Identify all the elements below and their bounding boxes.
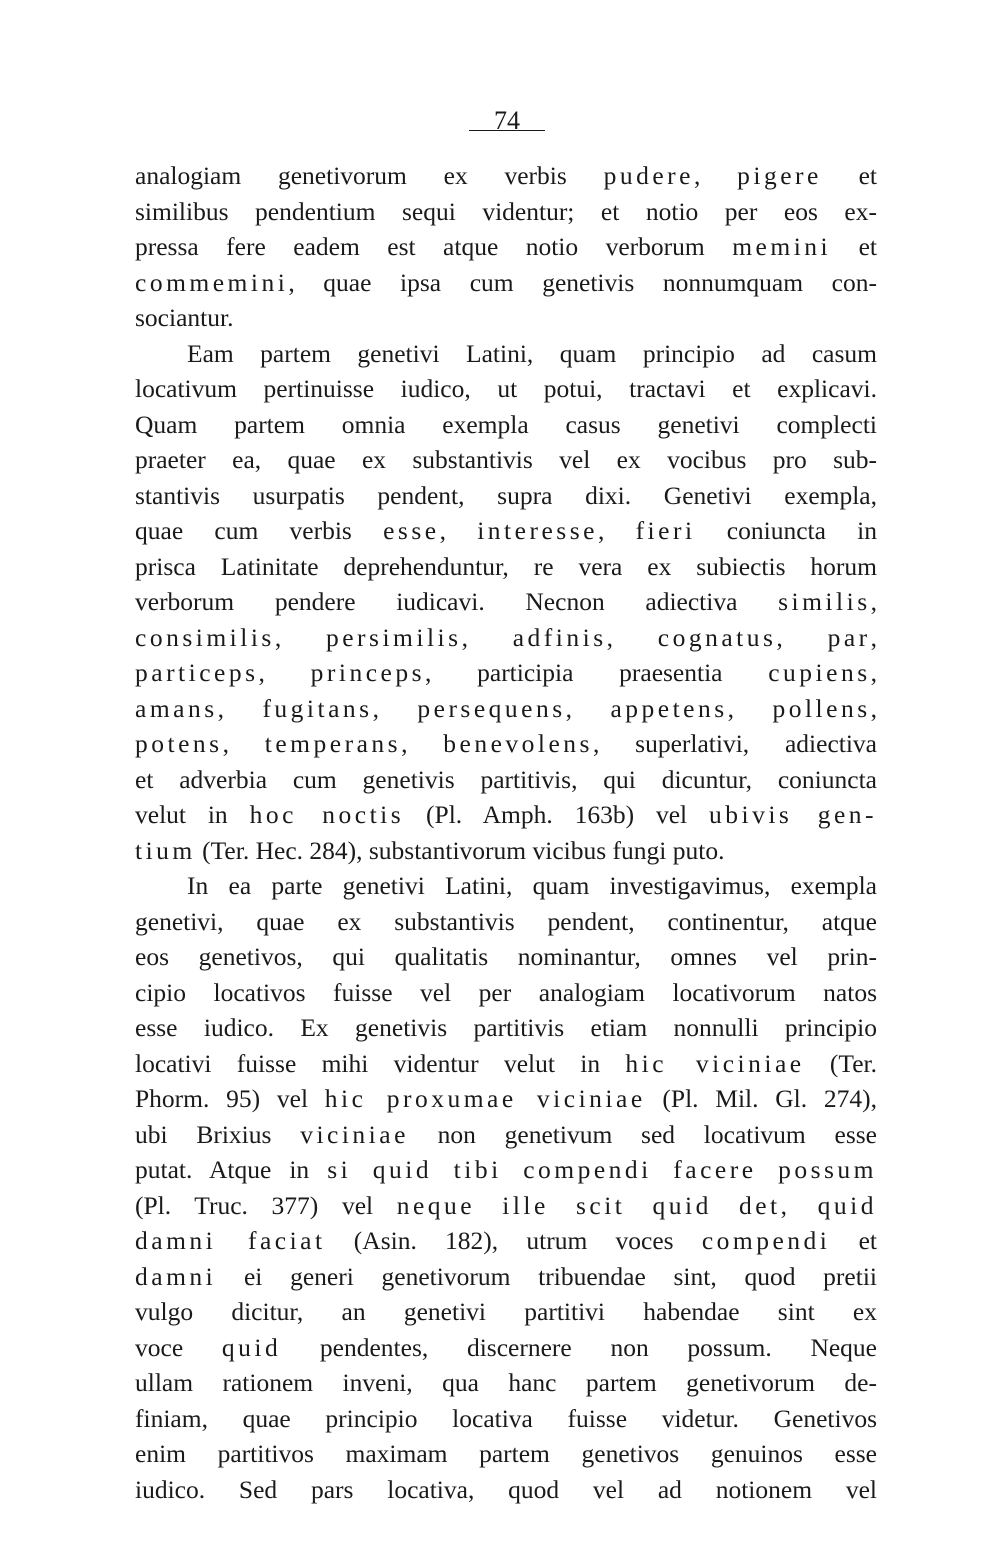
text-line (135, 620, 877, 656)
spaced-term: commemini (135, 267, 289, 297)
text-line (135, 726, 877, 762)
text-run: pendentes, discernere non possum. Neque (281, 1332, 877, 1362)
text-run: similibus pendentium sequi videntur; et notio per eos ex- (135, 196, 877, 226)
spaced-term: similis (778, 587, 871, 616)
spaced-term: compendi (701, 1226, 831, 1255)
text-line (135, 336, 877, 372)
text-line (135, 1152, 877, 1188)
text-line (135, 478, 877, 514)
text-run: enim partitivos maximam partem genetivos genuinos esse (135, 1439, 877, 1468)
text-run: Quam partem omnia exempla casus genetivi complecti (135, 409, 877, 439)
text-run: In ea parte genetivi Latini, quam investigavimus, exempla (187, 871, 877, 900)
text-run: velut in (135, 800, 250, 829)
text-run: , (870, 622, 877, 652)
text-run: , quae ipsa cum genetivis nonnumquam con- (288, 267, 877, 297)
text-run: , (597, 516, 636, 545)
text-run: , (870, 587, 877, 616)
spaced-term: pigere (737, 161, 822, 190)
text-run: prisca Latinitate deprehenduntur, re vera ex subiectis horum (135, 551, 877, 581)
text-run: (Ter. (804, 1048, 877, 1078)
text-line (135, 229, 877, 265)
page-number: 74 (494, 106, 520, 135)
text-line (135, 1259, 877, 1295)
spaced-term: princeps (310, 658, 426, 687)
text-run: praeter ea, quae ex substantivis vel ex vocibus pro sub- (135, 445, 877, 474)
spaced-term: memini (732, 232, 832, 261)
text-line (135, 833, 877, 869)
spaced-term: hoc noctis (249, 800, 405, 829)
text-line (135, 407, 877, 443)
text-run: , (606, 622, 658, 652)
text-line (135, 584, 877, 620)
text-run: , (870, 693, 877, 723)
text-run: locativi fuisse mihi videntur velut in (135, 1048, 626, 1078)
text-run: , (274, 622, 326, 652)
text-run: esse iudico. Ex genetivis partitivis etiam nonnulli principio (135, 1013, 877, 1042)
spaced-term: neque ille scit quid det, quid (396, 1190, 877, 1220)
text-run: , superlativi, adiectiva (592, 729, 878, 758)
text-run: non genetivum sed locativum esse (408, 1119, 877, 1149)
text-run: , (461, 622, 513, 652)
spaced-term: damni (135, 1261, 217, 1291)
text-line (135, 300, 877, 336)
spaced-term: cognatus (657, 622, 777, 652)
text-run: voce (135, 1332, 222, 1362)
text-line (135, 265, 877, 301)
text-run: coniuncta in (695, 516, 878, 545)
text-run: , (401, 729, 444, 758)
text-line (135, 442, 877, 478)
text-run: , (693, 161, 738, 190)
spaced-term: esse (383, 516, 440, 545)
text-run: Eam partem genetivi Latini, quam principio ad casum (187, 338, 877, 368)
spaced-term: quid (221, 1332, 282, 1362)
body-text (135, 158, 877, 1507)
text-line (135, 549, 877, 585)
spaced-term: persequens (417, 693, 566, 723)
text-run: verborum pendere iudicavi. Necnon adiectiva (135, 587, 779, 616)
text-run: cipio locativos fuisse vel per analogiam locativorum natos (135, 977, 877, 1007)
text-run: (Pl. Truc. 377) vel (135, 1190, 397, 1220)
text-line (135, 158, 877, 194)
spaced-term: benevolens (443, 729, 593, 758)
text-run: vulgo dicitur, an genetivi partitivi habendae sint ex (135, 1297, 877, 1326)
text-line (135, 1081, 877, 1117)
text-line (135, 975, 877, 1011)
text-run: iudico. Sed pars locativa, quod vel ad notionem vel (135, 1474, 877, 1504)
spaced-term: particeps (135, 658, 259, 687)
text-run: , (727, 693, 773, 723)
text-run: et (830, 1226, 877, 1255)
spaced-term: pollens (772, 693, 871, 723)
spaced-term: amans (135, 693, 218, 723)
page-number-rule (469, 130, 545, 131)
spaced-term: fieri (635, 516, 696, 545)
spaced-term: potens (135, 729, 223, 758)
spaced-term: adfinis (512, 622, 607, 652)
text-line (135, 1330, 877, 1366)
text-line (135, 1188, 877, 1224)
text-line (135, 904, 877, 940)
spaced-term: pudere (603, 161, 694, 190)
spaced-term: damni faciat (135, 1226, 326, 1255)
text-line (135, 1223, 877, 1259)
spaced-term: fugitans (262, 693, 373, 723)
text-run: ei generi genetivorum tribuendae sint, quod pretii (216, 1261, 877, 1291)
text-run: genetivi, quae ex substantivis pendent, continentur, atque (135, 906, 877, 936)
spaced-term: persimilis (325, 622, 462, 652)
text-run: , (258, 658, 311, 687)
text-line (135, 691, 877, 727)
text-run: , (776, 622, 828, 652)
text-line (135, 1117, 877, 1153)
text-run: ubi Brixius (135, 1119, 301, 1149)
text-run: sociantur. (135, 303, 234, 332)
text-run: , (372, 693, 418, 723)
text-run: , (870, 658, 877, 687)
text-line (135, 1010, 877, 1046)
text-line (135, 655, 877, 691)
text-run: quae cum verbis (135, 516, 384, 545)
text-run: , (565, 693, 611, 723)
spaced-term: hic proxumae viciniae (324, 1084, 646, 1113)
text-run: ullam rationem inveni, qua hanc partem genetivorum de- (135, 1368, 877, 1397)
text-run: (Ter. Hec. 284), substantivorum vicibus fungi puto. (195, 835, 725, 865)
spaced-term: appetens (610, 693, 728, 723)
text-run: finiam, quae principio locativa fuisse videtur. Genetivos (135, 1403, 877, 1433)
text-line (135, 371, 877, 407)
text-run: analogiam genetivorum ex verbis (135, 161, 604, 190)
text-run: putat. Atque in (135, 1155, 328, 1184)
text-run: eos genetivos, qui qualitatis nominantur, omnes vel prin- (135, 942, 877, 971)
spaced-term: tium (135, 835, 196, 865)
text-run: , (222, 729, 265, 758)
text-run: (Pl. Amph. 163b) vel (404, 800, 709, 829)
text-line (135, 1436, 877, 1472)
text-line (135, 1472, 877, 1508)
text-line (135, 939, 877, 975)
text-run: (Pl. Mil. Gl. 274), (645, 1084, 878, 1113)
spaced-term: si quid tibi compendi facere possum (327, 1155, 878, 1184)
spaced-term: temperans (264, 729, 402, 758)
text-run: (Asin. 182), utrum voces (325, 1226, 702, 1255)
spaced-term: par (827, 622, 871, 652)
spaced-term: ubivis gen- (709, 800, 878, 829)
spaced-term: viciniae (300, 1119, 409, 1149)
spaced-term: interesse (477, 516, 598, 545)
text-line (135, 762, 877, 798)
text-run: et (821, 161, 878, 190)
text-line (135, 1401, 877, 1437)
text-run: stantivis usurpatis pendent, supra dixi. Genetivi exempla, (135, 480, 877, 510)
text-run: Phorm. 95) vel (135, 1084, 325, 1113)
text-run: , (439, 516, 478, 545)
text-line (135, 513, 877, 549)
text-line (135, 868, 877, 904)
text-line (135, 194, 877, 230)
text-line (135, 1365, 877, 1401)
text-run: locativum pertinuisse iudico, ut potui, tractavi et explicavi. (135, 374, 877, 403)
spaced-term: cupiens (768, 658, 871, 687)
text-line (135, 1046, 877, 1082)
text-run: et (831, 232, 877, 261)
text-run: et adverbia cum genetivis partitivis, qui dicuntur, coniuncta (135, 764, 877, 794)
text-run: pressa fere eadem est atque notio verborum (135, 232, 733, 261)
text-run: , participia praesentia (425, 658, 769, 687)
spaced-term: consimilis (135, 622, 275, 652)
text-line (135, 797, 877, 833)
spaced-term: hic viciniae (625, 1048, 805, 1078)
text-run: , (217, 693, 263, 723)
text-line (135, 1294, 877, 1330)
